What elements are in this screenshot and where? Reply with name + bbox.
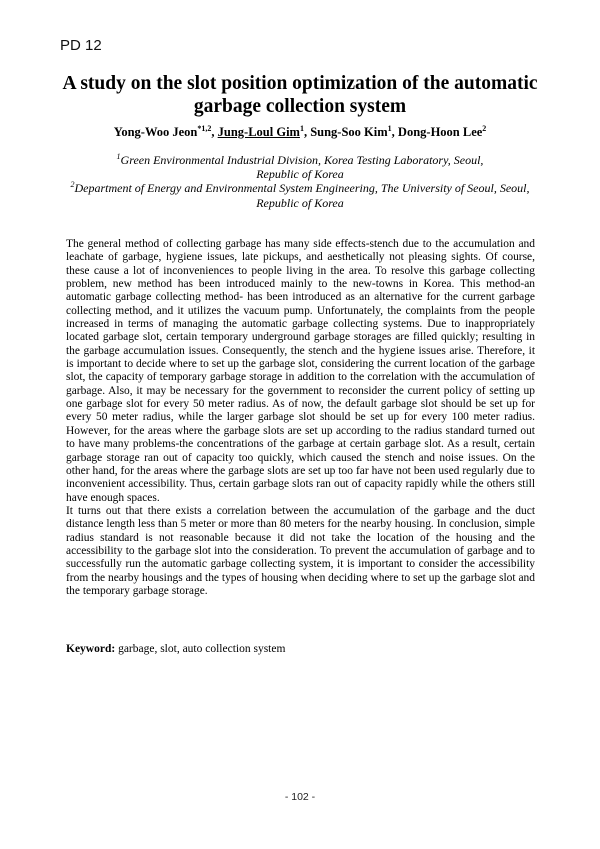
- affiliation-mark: 2: [70, 180, 75, 190]
- author-affiliation-mark: *1,2: [197, 123, 212, 133]
- author-name-presenting: Jung-Loul Gim: [217, 125, 300, 139]
- affiliation-line: Republic of Korea: [256, 167, 344, 182]
- keyword-text: garbage, slot, auto collection system: [115, 643, 286, 655]
- author-name: Dong-Hoon Lee: [397, 125, 483, 139]
- affiliation-list: [50, 153, 550, 210]
- keyword-line: [66, 643, 285, 655]
- paper-title: [60, 72, 540, 118]
- author-affiliation-mark: 1: [299, 123, 304, 133]
- affiliation-2: [50, 181, 550, 209]
- affiliation-line: Republic of Korea: [256, 195, 344, 210]
- abstract-paragraph-1: The general method of collecting garbage has many side effects-stench due to the accumulation and leachate of garbage, hygiene issues, late pickups, and aesthetically not pleasing sights. Of course, these cause a lot of inconveniences to people living in the area. To resolve this garbage collecting problem, new method has been introduced mainly to the new-towns in Korea. This method-an automatic garbage collecting method- has been introduced as an alternative for the current garbage collecting method, and it utilizes the vacuum pump. Unfortunately, the complaints from the people increased in terms of managing the automatic garbage collecting systems. Due to inappropriately located garbage slot, certain temporary underground garbage storages are filled quickly; resulting in the garbage accumulation issues. Consequently, the stench and the hygiene issues arise. Therefore, it is important to decide where to set up the garbage slot, considering the current location of the garbage slot, the capacity of temporary garbage storage in addition to the correlation with the accumulation of garbage. Also, it may be necessary for the government to reconsider the current policy of setting up one garbage slot for every 50 meter radius. As of now, the default garbage slot should be set up for every 50 meter radius, while the larger garbage slot should be set up for every 100 meter radius. However, for the areas where the garbage slots are set up according to the radius standard turned out to have many problems-the concentrations of the garbage at certain garbage slot. As a result, certain garbage storage ran out of capacity too quickly, which caused the stench and noise issues. On the other hand, for the areas where the garbage slots are set up too far have not been used regularly due to inconvenient accessibility. Thus, certain garbage slots ran out of capacity rapidly while the others still have enough spaces.: [66, 238, 535, 504]
- title-line-1: A study on the slot position optimization of the automatic: [62, 73, 538, 94]
- affiliation-1: [50, 153, 550, 181]
- affiliation-mark: 1: [116, 152, 121, 161]
- author-affiliation-mark: 1: [387, 123, 392, 133]
- abstract-body: [66, 238, 535, 598]
- affiliation-line: Green Environmental Industrial Division, Korea Testing Laboratory, Seoul,: [120, 153, 484, 167]
- session-code: PD 12: [60, 37, 102, 54]
- author-affiliation-mark: 2: [482, 123, 487, 133]
- author-name: Yong-Woo Jeon: [113, 125, 198, 139]
- author-name: Sung-Soo Kim: [310, 125, 388, 139]
- title-line-2: garbage collection system: [193, 96, 407, 117]
- keyword-label: Keyword:: [66, 643, 116, 655]
- page-number: - 102 -: [284, 791, 316, 803]
- abstract-paragraph-2: It turns out that there exists a correlation between the accumulation of the garbage and the duct distance length less than 5 meter or more than 80 meters for the nearby housing. In conclusion, simple radius standard is not reasonable because it did not take the location of the housing and the accessibility to the garbage slot into the consideration. To prevent the accumulation of garbage and to successfully run the automatic garbage collecting system, it is important to consider the accessibility from the nearby housings and the types of housing when deciding where to set up the garbage slot and the temporary garbage storage.: [66, 504, 535, 597]
- author-list: Yong-Woo Jeon$^{*1,2}$, Jung-Loul Gim$^1$, Sung-Soo Kim$^1$, Dong-Hoon Lee$^2$: [113, 123, 487, 139]
- affiliation-line: Department of Energy and Environmental System Engineering, The University of Seoul, Seoul,: [74, 181, 530, 196]
